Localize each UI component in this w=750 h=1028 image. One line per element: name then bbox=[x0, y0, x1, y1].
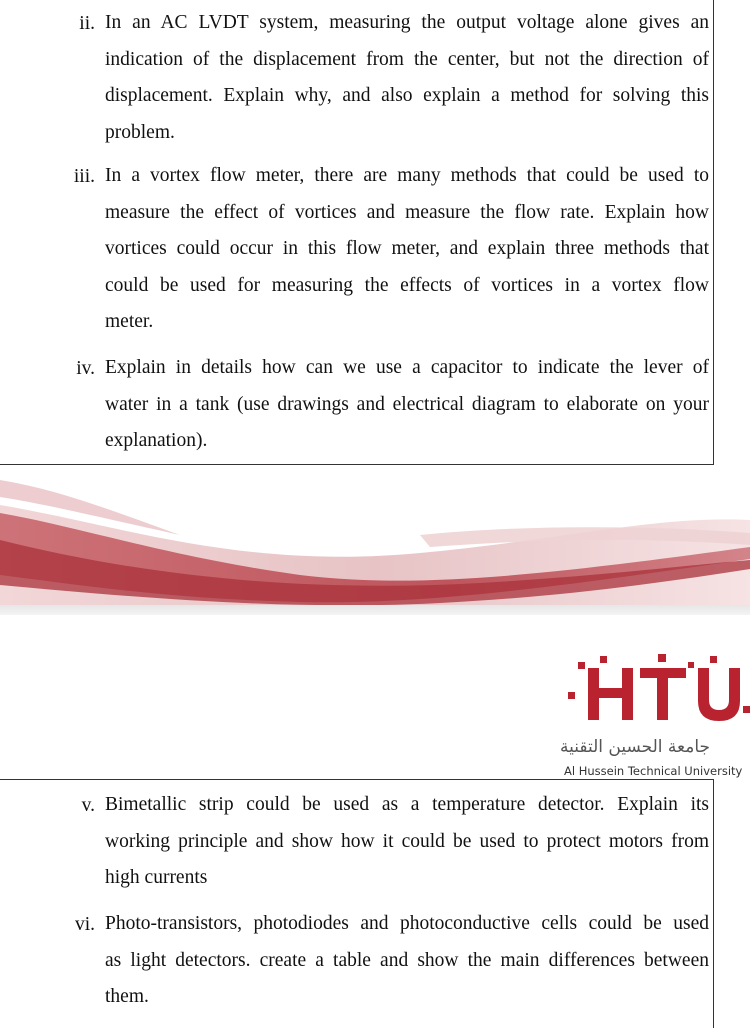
question-line: Bimetallic strip could be used as a temperature detector. Explain its bbox=[105, 794, 709, 815]
question-line: them. bbox=[105, 986, 149, 1008]
question-line: water in a tank (use drawings and electrical diagram to elaborate on your bbox=[105, 393, 709, 415]
question-line: vortices could occur in this flow meter, and explain three methods that bbox=[105, 238, 709, 260]
question-line: as light detectors. create a table and show the main differences between bbox=[105, 949, 709, 971]
question-text bbox=[105, 5, 709, 151]
question-line: problem. bbox=[105, 121, 175, 143]
question-line: could be used for measuring the effects of vortices in a vortex flow bbox=[105, 274, 709, 296]
question-line: meter. bbox=[105, 311, 154, 333]
question-line: displacement. Explain why, and also explain a method for solving this bbox=[105, 85, 709, 107]
question-line: In a vortex flow meter, there are many methods that could be used to bbox=[105, 165, 709, 186]
logo-english-name: Al Hussein Technical University bbox=[564, 764, 743, 778]
question-line: Photo-transistors, photodiodes and photoconductive cells could be used bbox=[105, 913, 709, 934]
htu-logo-mark bbox=[540, 640, 750, 780]
question-number: iii. bbox=[73, 166, 95, 187]
question-number: v. bbox=[81, 795, 95, 816]
questions-section-bottom bbox=[0, 779, 714, 1028]
question-text bbox=[105, 787, 709, 897]
question-line: In an AC LVDT system, measuring the output voltage alone gives an bbox=[105, 12, 709, 33]
question-line: high currents bbox=[105, 867, 208, 889]
question-number: ii. bbox=[79, 13, 95, 34]
question-number: iv. bbox=[76, 358, 95, 379]
question-line: Explain in details how can we use a capacitor to indicate the lever of bbox=[105, 357, 709, 378]
question-line: explanation). bbox=[105, 430, 208, 452]
question-text bbox=[105, 158, 709, 341]
question-number: vi. bbox=[74, 914, 95, 935]
question-text bbox=[105, 350, 709, 460]
question-line: indication of the displacement from the center, but not the direction of bbox=[105, 48, 709, 70]
question-line: working principle and show how it could be used to protect motors from bbox=[105, 830, 709, 852]
page-break-wave-banner bbox=[0, 465, 750, 615]
question-line: measure the effect of vortices and measure the flow rate. Explain how bbox=[105, 201, 709, 223]
questions-section-top bbox=[0, 0, 714, 465]
question-text bbox=[105, 906, 709, 1016]
logo-arabic-name: جامعة الحسين التقنية bbox=[560, 737, 711, 757]
